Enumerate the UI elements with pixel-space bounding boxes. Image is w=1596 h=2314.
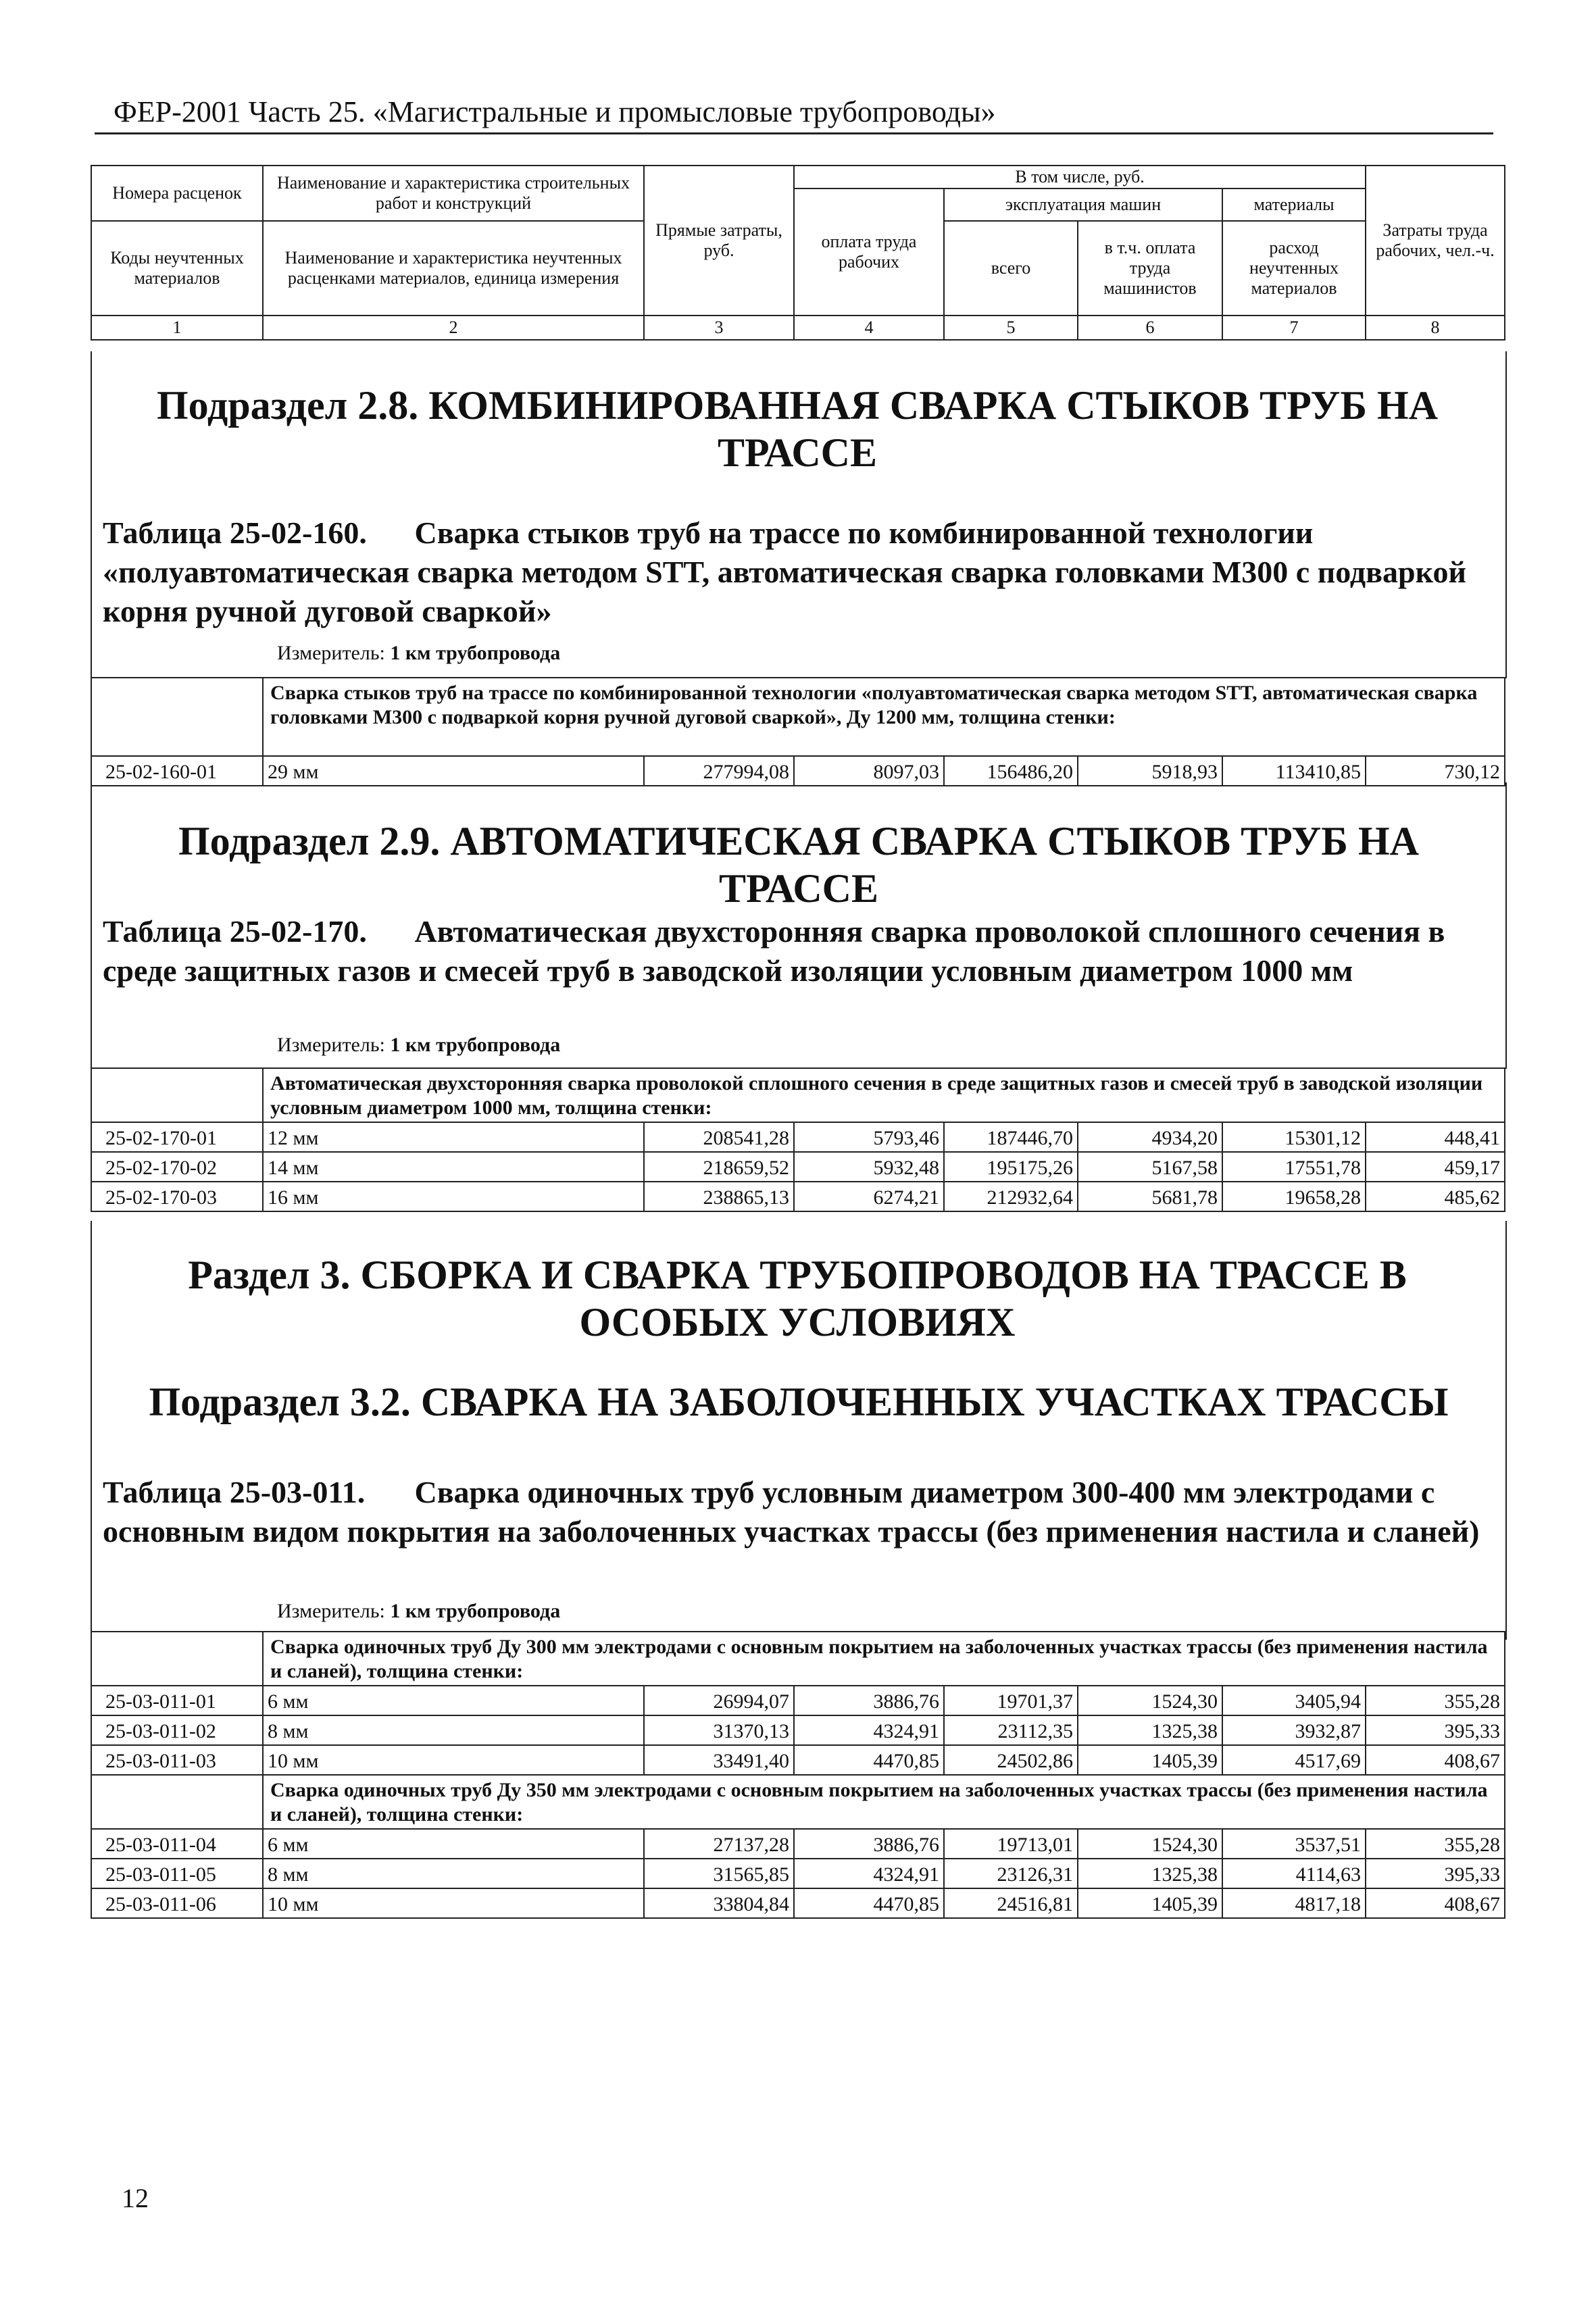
materials: 113410,85 xyxy=(1222,756,1366,786)
running-header: ФЕР-2001 Часть 25. «Магистральные и промысловые трубопроводы» xyxy=(114,95,996,128)
labor-hours: 408,67 xyxy=(1366,1745,1505,1775)
labor-hours: 355,28 xyxy=(1366,1829,1505,1859)
machinists-pay: 1524,30 xyxy=(1078,1686,1222,1715)
thickness: 6 мм xyxy=(263,1686,644,1715)
page-number: 12 xyxy=(122,2183,149,2213)
labor-pay: 5932,48 xyxy=(794,1152,944,1182)
rate-code: 25-03-011-05 xyxy=(91,1859,263,1888)
measure-value: 1 км трубопровода xyxy=(390,1034,561,1056)
table-row xyxy=(91,1122,1505,1152)
column-header-table xyxy=(91,165,1505,341)
section-title: Подраздел 2.8. КОМБИНИРОВАННАЯ СВАРКА СТЫКОВ ТРУБ НА ТРАССЕ xyxy=(156,383,1439,475)
labor-pay: 8097,03 xyxy=(794,756,944,786)
col-machines-incl: в т.ч. оплата труда машинистов xyxy=(1078,221,1222,316)
labor-hours: 355,28 xyxy=(1366,1686,1505,1715)
direct-cost: 277994,08 xyxy=(644,756,794,786)
rate-code: 25-03-011-02 xyxy=(91,1715,263,1745)
machinists-pay: 5918,93 xyxy=(1078,756,1222,786)
table-number: Таблица 25-02-160. xyxy=(103,515,367,550)
group-spacer xyxy=(91,678,263,756)
labor-hours: 730,12 xyxy=(1366,756,1505,786)
thickness: 12 мм xyxy=(263,1122,644,1152)
col-code-top: Номера расценок xyxy=(91,166,263,221)
direct-cost: 31370,13 xyxy=(644,1715,794,1745)
col-num: 5 xyxy=(944,316,1078,340)
table-row xyxy=(91,1829,1505,1859)
labor-pay: 5793,46 xyxy=(794,1122,944,1152)
table-row xyxy=(91,1859,1505,1888)
measure-line xyxy=(277,1034,560,1057)
col-labor-pay: оплата труда рабочих xyxy=(794,188,944,316)
labor-pay: 4470,85 xyxy=(794,1888,944,1918)
header-rule xyxy=(95,132,1493,134)
materials: 4817,18 xyxy=(1222,1888,1366,1918)
rate-code: 25-02-170-03 xyxy=(91,1182,263,1211)
table-row xyxy=(91,1182,1505,1211)
group-spacer xyxy=(91,1775,263,1829)
labor-hours: 459,17 xyxy=(1366,1152,1505,1182)
materials: 4517,69 xyxy=(1222,1745,1366,1775)
col-materials-sub: расход неучтенных материалов xyxy=(1222,221,1366,316)
rate-code: 25-03-011-03 xyxy=(91,1745,263,1775)
col-num: 4 xyxy=(794,316,944,340)
col-num: 1 xyxy=(91,316,263,340)
labor-pay: 6274,21 xyxy=(794,1182,944,1211)
rate-code: 25-02-160-01 xyxy=(91,756,263,786)
labor-pay: 3886,76 xyxy=(794,1686,944,1715)
machines-total: 187446,70 xyxy=(944,1122,1078,1152)
measure-value: 1 км трубопровода xyxy=(390,1600,561,1622)
measure-line xyxy=(277,642,560,665)
table-row xyxy=(91,1686,1505,1715)
labor-hours: 395,33 xyxy=(1366,1859,1505,1888)
table-title xyxy=(103,1473,1481,1551)
thickness: 8 мм xyxy=(263,1715,644,1745)
machines-total: 24516,81 xyxy=(944,1888,1078,1918)
section-main-title: Раздел 3. СБОРКА И СВАРКА ТРУБОПРОВОДОВ НА ТРАССЕ В ОСОБЫХ УСЛОВИЯХ xyxy=(188,1253,1407,1344)
thickness: 10 мм xyxy=(263,1745,644,1775)
measure-value: 1 км трубопровода xyxy=(390,642,561,664)
labor-hours: 485,62 xyxy=(1366,1182,1505,1211)
direct-cost: 31565,85 xyxy=(644,1859,794,1888)
col-num: 3 xyxy=(644,316,794,340)
machinists-pay: 5681,78 xyxy=(1078,1182,1222,1211)
col-labor-cost: Затраты труда рабочих, чел.-ч. xyxy=(1366,166,1505,316)
machines-total: 23126,31 xyxy=(944,1859,1078,1888)
group-description: Сварка одиночных труб Ду 350 мм электродами с основным покрытием на заболоченных участках трассы (без применения настила и сланей), толщина стенки: xyxy=(263,1775,1505,1829)
materials: 19658,28 xyxy=(1222,1182,1366,1211)
col-num: 8 xyxy=(1366,316,1505,340)
labor-pay: 4324,91 xyxy=(794,1715,944,1745)
machines-total: 19713,01 xyxy=(944,1829,1078,1859)
section-title: Подраздел 3.2. СВАРКА НА ЗАБОЛОЧЕННЫХ УЧАСТКАХ ТРАССЫ xyxy=(149,1380,1449,1424)
direct-cost: 33804,84 xyxy=(644,1888,794,1918)
direct-cost: 27137,28 xyxy=(644,1829,794,1859)
col-name-bottom: Наименование и характеристика неучтенных расценками материалов, единица измерения xyxy=(263,221,644,316)
group-spacer xyxy=(91,1632,263,1686)
rate-code: 25-02-170-02 xyxy=(91,1152,263,1182)
rate-code: 25-03-011-01 xyxy=(91,1686,263,1715)
measure-line xyxy=(277,1600,560,1623)
machines-total: 23112,35 xyxy=(944,1715,1078,1745)
materials: 3932,87 xyxy=(1222,1715,1366,1745)
col-name-top: Наименование и характеристика строительных работ и конструкций xyxy=(263,166,644,221)
materials: 3537,51 xyxy=(1222,1829,1366,1859)
table-title xyxy=(103,513,1481,631)
labor-hours: 395,33 xyxy=(1366,1715,1505,1745)
table-row xyxy=(91,756,1505,786)
col-machines: эксплуатация машин xyxy=(944,188,1222,221)
labor-hours: 408,67 xyxy=(1366,1888,1505,1918)
thickness: 14 мм xyxy=(263,1152,644,1182)
rate-code: 25-02-170-01 xyxy=(91,1122,263,1152)
machinists-pay: 5167,58 xyxy=(1078,1152,1222,1182)
rates-table xyxy=(91,1631,1505,1919)
machinists-pay: 4934,20 xyxy=(1078,1122,1222,1152)
col-materials: материалы xyxy=(1222,188,1366,221)
thickness: 10 мм xyxy=(263,1888,644,1918)
measure-label: Измеритель: xyxy=(277,1034,385,1056)
thickness: 29 мм xyxy=(263,756,644,786)
group-description: Сварка стыков труб на трассе по комбинированной технологии «полуавтоматическая сварка методом STT, автоматическая сварка головками М300 с подваркой корня ручной дуговой сваркой», Ду 1200 мм, толщина стенки: xyxy=(263,678,1505,756)
materials: 3405,94 xyxy=(1222,1686,1366,1715)
rates-table xyxy=(91,677,1505,786)
table-row xyxy=(91,1745,1505,1775)
rate-code: 25-03-011-06 xyxy=(91,1888,263,1918)
section-title: Подраздел 2.9. АВТОМАТИЧЕСКАЯ СВАРКА СТЫКОВ ТРУБ НА ТРАССЕ xyxy=(178,819,1419,911)
table-title-text: Автоматическая двухсторонняя сварка проволокой сплошного сечения в среде защитных газов и смесей труб в заводской изоляции условным диаметром 1000 мм xyxy=(103,914,1445,988)
machinists-pay: 1524,30 xyxy=(1078,1829,1222,1859)
col-code-bottom: Коды неучтенных материалов xyxy=(91,221,263,316)
table-title-text: Сварка стыков труб на трассе по комбинированной технологии «полуавтоматическая сварка методом STT, автоматическая сварка головками М300 с подваркой корня ручной дуговой сваркой» xyxy=(103,515,1467,628)
group-spacer xyxy=(91,1068,263,1122)
labor-pay: 4470,85 xyxy=(794,1745,944,1775)
machines-total: 156486,20 xyxy=(944,756,1078,786)
machines-total: 24502,86 xyxy=(944,1745,1078,1775)
machinists-pay: 1325,38 xyxy=(1078,1715,1222,1745)
col-incl: В том числе, руб. xyxy=(794,166,1366,188)
machines-total: 212932,64 xyxy=(944,1182,1078,1211)
table-title xyxy=(103,912,1481,990)
thickness: 6 мм xyxy=(263,1829,644,1859)
direct-cost: 26994,07 xyxy=(644,1686,794,1715)
table-row xyxy=(91,1715,1505,1745)
machines-total: 195175,26 xyxy=(944,1152,1078,1182)
thickness: 16 мм xyxy=(263,1182,644,1211)
labor-pay: 4324,91 xyxy=(794,1859,944,1888)
col-direct: Прямые затраты, руб. xyxy=(644,166,794,316)
rates-table xyxy=(91,1067,1505,1212)
machinists-pay: 1325,38 xyxy=(1078,1859,1222,1888)
table-number: Таблица 25-03-011. xyxy=(103,1475,366,1509)
table-row xyxy=(91,1888,1505,1918)
direct-cost: 218659,52 xyxy=(644,1152,794,1182)
group-description: Автоматическая двухсторонняя сварка проволокой сплошного сечения в среде защитных газов и смесей труб в заводской изоляции условным диаметром 1000 мм, толщина стенки: xyxy=(263,1068,1505,1122)
labor-pay: 3886,76 xyxy=(794,1829,944,1859)
col-num: 2 xyxy=(263,316,644,340)
table-title-text: Сварка одиночных труб условным диаметром 300-400 мм электродами с основным видом покрытия на заболоченных участках трассы (без применения настила и сланей) xyxy=(103,1475,1480,1549)
machinists-pay: 1405,39 xyxy=(1078,1888,1222,1918)
group-description: Сварка одиночных труб Ду 300 мм электродами с основным покрытием на заболоченных участках трассы (без применения настила и сланей), толщина стенки: xyxy=(263,1632,1505,1686)
table-row xyxy=(91,1152,1505,1182)
table-number: Таблица 25-02-170. xyxy=(103,914,367,949)
materials: 15301,12 xyxy=(1222,1122,1366,1152)
measure-label: Измеритель: xyxy=(277,642,385,664)
direct-cost: 208541,28 xyxy=(644,1122,794,1152)
machinists-pay: 1405,39 xyxy=(1078,1745,1222,1775)
materials: 4114,63 xyxy=(1222,1859,1366,1888)
materials: 17551,78 xyxy=(1222,1152,1366,1182)
machines-total: 19701,37 xyxy=(944,1686,1078,1715)
col-machines-total: всего xyxy=(944,221,1078,316)
rate-code: 25-03-011-04 xyxy=(91,1829,263,1859)
col-num: 6 xyxy=(1078,316,1222,340)
col-num: 7 xyxy=(1222,316,1366,340)
direct-cost: 33491,40 xyxy=(644,1745,794,1775)
labor-hours: 448,41 xyxy=(1366,1122,1505,1152)
thickness: 8 мм xyxy=(263,1859,644,1888)
direct-cost: 238865,13 xyxy=(644,1182,794,1211)
measure-label: Измеритель: xyxy=(277,1600,385,1622)
